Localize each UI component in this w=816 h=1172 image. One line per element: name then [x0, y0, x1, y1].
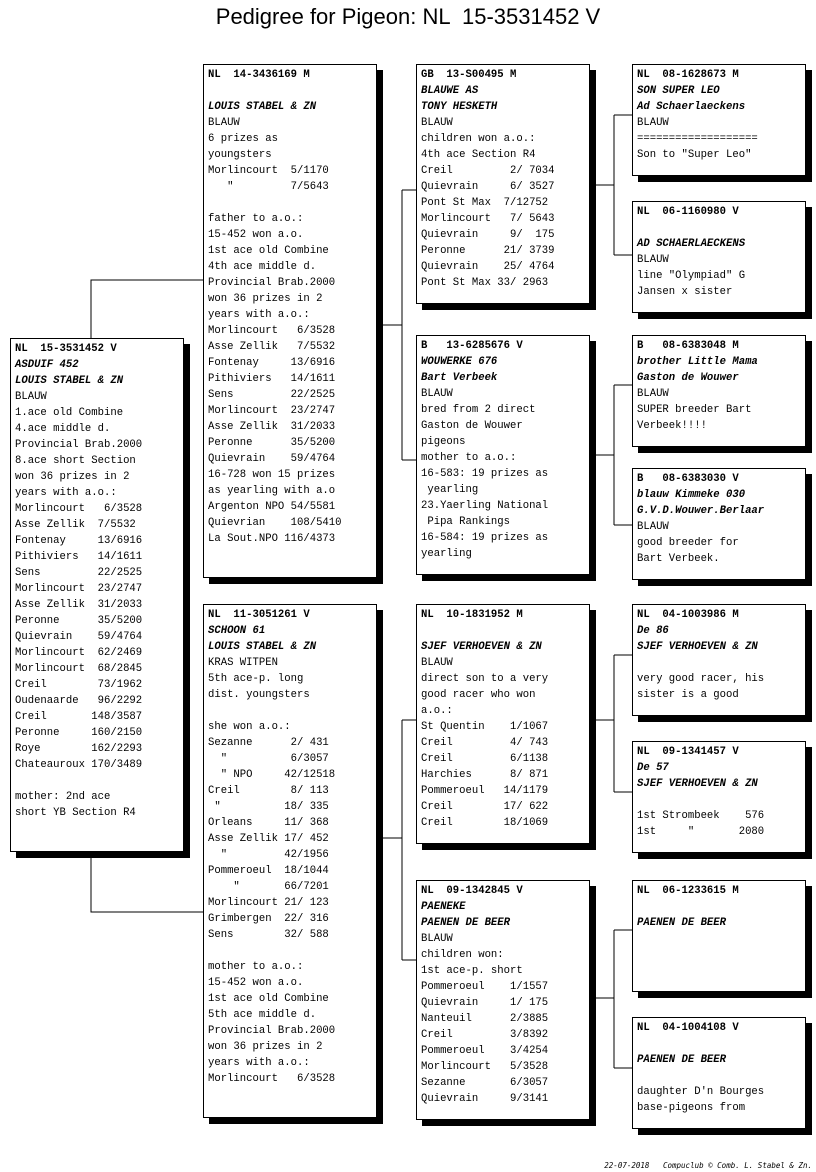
info-line: years with a.o.: [15, 487, 117, 499]
info-line: 8.ace short Section [15, 455, 136, 467]
breeder-name: LOUIS STABEL & ZN [15, 375, 124, 387]
info-line: sister is a good [637, 689, 739, 701]
info-line: years with a.o.: [208, 1057, 310, 1069]
info-line: Asse Zellik 7/5532 [15, 519, 136, 531]
info-line: Morlincourt 6/3528 [15, 503, 143, 515]
info-line: Pommeroeul 3/4254 [421, 1045, 549, 1057]
ring-number: NL 11-3051261 V [208, 609, 310, 621]
info-line: Creil 18/1069 [421, 817, 549, 829]
info-line: Nanteuil 2/3885 [421, 1013, 549, 1025]
info-line: Asse Zellik 7/5532 [208, 341, 336, 353]
info-line: 1st ace-p. short [421, 965, 523, 977]
mmm-card [632, 1017, 806, 1129]
info-line: Morlincourt 62/2469 [15, 647, 143, 659]
mmf-card [632, 880, 806, 992]
mother-father-card [416, 604, 590, 844]
info-line: 15-452 won a.o. [208, 229, 304, 241]
color: BLAUW [421, 657, 453, 669]
info-line: 4.ace middle d. [15, 423, 111, 435]
blank-line [637, 899, 801, 915]
info-line: she won a.o.: [208, 721, 291, 733]
info-line: Pommeroeul 18/1044 [208, 865, 329, 877]
info-line: Morlincourt 23/2747 [208, 405, 336, 417]
info-line: as yearling with a.o [208, 485, 336, 497]
ring-number: NL 06-1160980 V [637, 206, 739, 218]
credit-text: Compuclub © Comb. L. Stabel & Zn. [662, 1161, 812, 1170]
info-line: " 6/3057 [208, 753, 329, 765]
info-line: children won: [421, 949, 504, 961]
mother-mother-card [416, 880, 590, 1120]
info-line: years with a.o.: [208, 309, 310, 321]
info-line: Creil 148/3587 [15, 711, 143, 723]
color: BLAUW [421, 117, 453, 129]
color: KRAS WITPEN [208, 657, 278, 669]
color: BLAUW [637, 521, 669, 533]
blank-line [637, 792, 801, 808]
info-line: Creil 4/ 743 [421, 737, 549, 749]
pigeon-name: blauw Kimmeke 030 [637, 489, 746, 501]
info-line: 5th ace-p. long [208, 673, 304, 685]
info-line: mother to a.o.: [208, 961, 304, 973]
info-line: Sens 22/2525 [208, 389, 336, 401]
info-line: short YB Section R4 [15, 807, 136, 819]
ring-number: B 08-6383048 M [637, 340, 739, 352]
info-line: daughter D'n Bourges [637, 1086, 765, 1098]
info-line: good breeder for [637, 537, 739, 549]
info-line: Morlincourt 6/3528 [208, 325, 336, 337]
info-line: Quievrain 6/ 3527 [421, 181, 555, 193]
info-line: Quievrain 9/3141 [421, 1093, 549, 1105]
info-line: 1st " 2080 [637, 826, 765, 838]
info-line: Bart Verbeek. [637, 553, 720, 565]
info-line: St Quentin 1/1067 [421, 721, 549, 733]
info-line: Quievrain 1/ 175 [421, 997, 549, 1009]
fmf-card [632, 335, 806, 447]
info-line: Argenton NPO 54/5581 [208, 501, 336, 513]
info-line: Grimbergen 22/ 316 [208, 913, 329, 925]
info-line: Quievrain 9/ 175 [421, 229, 555, 241]
print-date: 22-07-2018 [604, 1161, 650, 1170]
pigeon-name: brother Little Mama [637, 356, 758, 368]
info-line: Orleans 11/ 368 [208, 817, 329, 829]
info-line: 16-728 won 15 prizes [208, 469, 336, 481]
ring-number: NL 14-3436169 M [208, 69, 310, 81]
info-line: won 36 prizes in 2 [208, 1041, 323, 1053]
info-line: 4th ace Section R4 [421, 149, 536, 161]
breeder-name: LOUIS STABEL & ZN [208, 641, 317, 653]
info-line: dist. youngsters [208, 689, 310, 701]
color: BLAUW [637, 254, 669, 266]
info-line: Asse Zellik 31/2033 [15, 599, 143, 611]
info-line: 1st ace old Combine [208, 993, 329, 1005]
info-line: Pont St Max 7/12752 [421, 197, 549, 209]
color: BLAUW [421, 388, 453, 400]
info-line: very good racer, his [637, 673, 765, 685]
breeder-name: PAENEN DE BEER [637, 917, 727, 929]
ring-number: GB 13-S00495 M [421, 69, 517, 81]
info-line: Creil 2/ 7034 [421, 165, 555, 177]
info-line: won 36 prizes in 2 [208, 293, 323, 305]
breeder-name: TONY HESKETH [421, 101, 498, 113]
info-line: Morlincourt 7/ 5643 [421, 213, 555, 225]
breeder-name: PAENEN DE BEER [637, 1054, 727, 1066]
info-line: La Sout.NPO 116/4373 [208, 533, 336, 545]
info-line: " 42/1956 [208, 849, 329, 861]
info-line: Chateauroux 170/3489 [15, 759, 143, 771]
ring-number: NL 08-1628673 M [637, 69, 739, 81]
mfm-card [632, 741, 806, 853]
info-line: Pommeroeul 1/1557 [421, 981, 549, 993]
info-line: Jansen x sister [637, 286, 733, 298]
info-line: " NPO 42/12518 [208, 769, 336, 781]
info-line: pigeons [421, 436, 466, 448]
ring-number: NL 15-3531452 V [15, 343, 117, 355]
info-line: Harchies 8/ 871 [421, 769, 549, 781]
color: BLAUW [208, 117, 240, 129]
info-line: Pithiviers 14/1611 [208, 373, 336, 385]
pigeon-name: SON SUPER LEO [637, 85, 720, 97]
footer [604, 1161, 812, 1170]
info-line: Morlincourt 23/2747 [15, 583, 143, 595]
info-line: Fontenay 13/6916 [15, 535, 143, 547]
breeder-name: G.V.D.Wouwer.Berlaar [637, 505, 765, 517]
info-line: Provincial Brab.2000 [208, 1025, 336, 1037]
ring-number: NL 04-1004108 V [637, 1022, 739, 1034]
blank-line [421, 623, 585, 639]
breeder-name: LOUIS STABEL & ZN [208, 101, 317, 113]
info-line: 15-452 won a.o. [208, 977, 304, 989]
info-line: Morlincourt 21/ 123 [208, 897, 329, 909]
blank-line [208, 83, 372, 99]
subject-pigeon-card [10, 338, 184, 852]
info-line [208, 703, 372, 719]
info-line: SUPER breeder Bart [637, 404, 752, 416]
ffm-card [632, 201, 806, 313]
info-line: youngsters [208, 149, 272, 161]
father-father-card [416, 64, 590, 304]
page-title: Pedigree for Pigeon: NL 15-3531452 V [215, 4, 601, 29]
ring-number: NL 06-1233615 M [637, 885, 739, 897]
info-line: Pipa Rankings [421, 516, 511, 528]
info-line: children won a.o.: [421, 133, 536, 145]
info-line: good racer who won [421, 689, 536, 701]
info-line: Gaston de Wouwer [421, 420, 523, 432]
breeder-name: Bart Verbeek [421, 372, 498, 384]
info-line: Sezanne 6/3057 [421, 1077, 549, 1089]
info-line: " 18/ 335 [208, 801, 329, 813]
info-line: Quievrain 59/4764 [208, 453, 336, 465]
info-line: Provincial Brab.2000 [15, 439, 143, 451]
breeder-name: SJEF VERHOEVEN & ZN [637, 778, 758, 790]
info-line: =================== [637, 133, 758, 145]
pigeon-name: De 86 [637, 625, 669, 637]
info-line: Sens 32/ 588 [208, 929, 329, 941]
info-line: Sezanne 2/ 431 [208, 737, 329, 749]
blank-line [637, 655, 801, 671]
info-line: 1.ace old Combine [15, 407, 124, 419]
info-line: Asse Zellik 17/ 452 [208, 833, 329, 845]
info-line: Creil 73/1962 [15, 679, 143, 691]
pigeon-name: De 57 [637, 762, 669, 774]
info-line: mother to a.o.: [421, 452, 517, 464]
blank-line [637, 1036, 801, 1052]
info-line: Oudenaarde 96/2292 [15, 695, 143, 707]
breeder-name: SJEF VERHOEVEN & ZN [421, 641, 542, 653]
info-line: Quievrain 25/ 4764 [421, 261, 555, 273]
info-line: Creil 8/ 113 [208, 785, 329, 797]
mff-card [632, 604, 806, 716]
info-line: yearling [421, 484, 479, 496]
info-line: 16-583: 19 prizes as [421, 468, 549, 480]
breeder-name: Gaston de Wouwer [637, 372, 739, 384]
info-line: bred from 2 direct [421, 404, 536, 416]
info-line: Pithiviers 14/1611 [15, 551, 143, 563]
info-line: Son to "Super Leo" [637, 149, 752, 161]
info-line: mother: 2nd ace [15, 791, 111, 803]
pigeon-name: WOUWERKE 676 [421, 356, 498, 368]
info-line: Creil 6/1138 [421, 753, 549, 765]
info-line: Peronne 35/5200 [208, 437, 336, 449]
info-line: Pommeroeul 14/1179 [421, 785, 549, 797]
ring-number: B 08-6383030 V [637, 473, 739, 485]
info-line: 23.Yaerling National [421, 500, 549, 512]
info-line: base-pigeons from [637, 1102, 746, 1114]
info-line: line "Olympiad" G [637, 270, 746, 282]
info-line: Creil 17/ 622 [421, 801, 549, 813]
info-line: Pont St Max 33/ 2963 [421, 277, 549, 289]
breeder-name: SJEF VERHOEVEN & ZN [637, 641, 758, 653]
info-line: a.o.: [421, 705, 453, 717]
info-line: Provincial Brab.2000 [208, 277, 336, 289]
info-line: 16-584: 19 prizes as [421, 532, 549, 544]
ring-number: NL 10-1831952 M [421, 609, 523, 621]
pigeon-name: PAENEKE [421, 901, 466, 913]
info-line [208, 943, 372, 959]
info-line [15, 773, 179, 789]
breeder-name: AD SCHAERLAECKENS [637, 238, 746, 250]
info-line: Roye 162/2293 [15, 743, 143, 755]
info-line: 1st ace old Combine [208, 245, 329, 257]
fmm-card [632, 468, 806, 580]
info-line: Sens 22/2525 [15, 567, 143, 579]
breeder-name: PAENEN DE BEER [421, 917, 511, 929]
color: BLAUW [15, 391, 47, 403]
pigeon-name: BLAUWE AS [421, 85, 479, 97]
color: BLAUW [637, 117, 669, 129]
father-mother-card [416, 335, 590, 575]
pigeon-name: ASDUIF 452 [15, 359, 79, 371]
blank-line [637, 220, 801, 236]
breeder-name: Ad Schaerlaeckens [637, 101, 746, 113]
info-line: Morlincourt 6/3528 [208, 1073, 336, 1085]
ring-number: NL 04-1003986 M [637, 609, 739, 621]
ring-number: B 13-6285676 V [421, 340, 523, 352]
fff-card [632, 64, 806, 176]
info-line: father to a.o.: [208, 213, 304, 225]
pigeon-name: SCHOON 61 [208, 625, 266, 637]
info-line: 4th ace middle d. [208, 261, 317, 273]
info-line: 1st Strombeek 576 [637, 810, 765, 822]
info-line [208, 195, 372, 211]
info-line: Asse Zellik 31/2033 [208, 421, 336, 433]
color: BLAUW [421, 933, 453, 945]
color: BLAUW [637, 388, 669, 400]
info-line: Peronne 21/ 3739 [421, 245, 555, 257]
info-line: 5th ace middle d. [208, 1009, 317, 1021]
ring-number: NL 09-1342845 V [421, 885, 523, 897]
info-line: direct son to a very [421, 673, 549, 685]
info-line: Morlincourt 68/2845 [15, 663, 143, 675]
info-line: Creil 3/8392 [421, 1029, 549, 1041]
info-line: Verbeek!!!! [637, 420, 707, 432]
info-line: " 7/5643 [208, 181, 329, 193]
info-line: Quievrain 59/4764 [15, 631, 143, 643]
father-card [203, 64, 377, 578]
info-line: Fontenay 13/6916 [208, 357, 336, 369]
info-line: " 66/7201 [208, 881, 329, 893]
info-line: won 36 prizes in 2 [15, 471, 130, 483]
info-line: yearling [421, 548, 472, 560]
mother-card [203, 604, 377, 1118]
info-line: Morlincourt 5/3528 [421, 1061, 549, 1073]
info-line: Peronne 35/5200 [15, 615, 143, 627]
info-line: Morlincourt 5/1170 [208, 165, 329, 177]
ring-number: NL 09-1341457 V [637, 746, 739, 758]
blank-line [637, 1068, 801, 1084]
info-line: Peronne 160/2150 [15, 727, 143, 739]
info-line: Quievrian 108/5410 [208, 517, 342, 529]
info-line: 6 prizes as [208, 133, 278, 145]
